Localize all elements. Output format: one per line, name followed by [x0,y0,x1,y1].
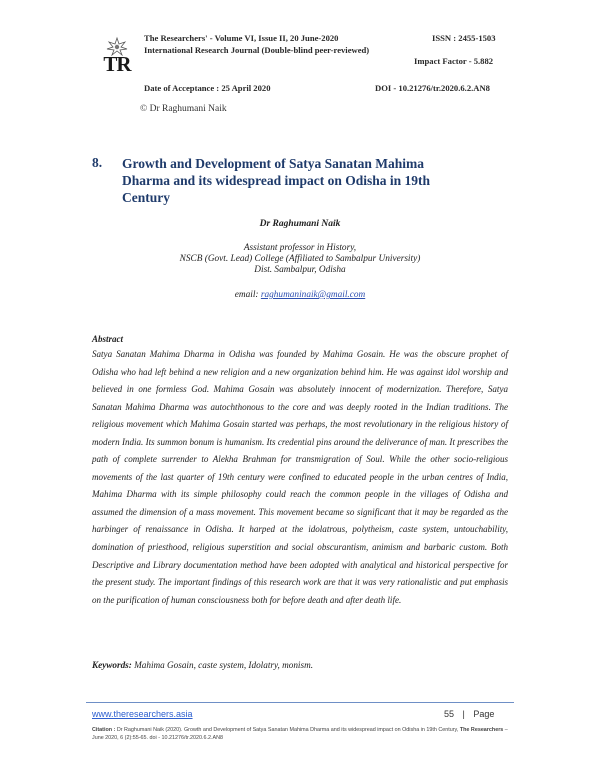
citation-tail: – June 2020, 6 (2):55-65. doi - 10.21276/tr.2020.6.2.AN8 [92,727,508,741]
affiliation-line-1: Assistant professor in History, [243,243,357,253]
keywords-list: Mahima Gosain, caste system, Idolatry, monism. [131,660,313,670]
impact-factor: Impact Factor - 5.882 [414,56,494,66]
website-link[interactable]: www.theresearchers.asia [92,709,193,719]
affiliation-line-2: NSCB (Govt. Lead) College (Affiliated to Sambalpur University) [179,254,421,264]
email-label: email: [234,290,261,300]
citation [92,726,510,742]
issn: ISSN : 2455-1503 [432,33,496,43]
affiliation-line-3: Dist. Sambalpur, Odisha [254,265,346,275]
citation-text: Dr Raghumani Naik (2020). Growth and Development of Satya Sanatan Mahima Dharma and its widespread impact on Odisha in 19th Century, [115,727,460,733]
keywords-line [92,660,313,670]
author-name: Dr Raghumani Naik [259,219,341,229]
email-line [0,290,600,300]
journal-type-line: International Research Journal (Double-blind peer-reviewed) [144,45,370,55]
logo-text: TR [103,52,131,76]
citation-label: Citation : [92,727,116,733]
date-of-acceptance: Date of Acceptance : 25 April 2020 [144,83,271,93]
abstract-body: Satya Sanatan Mahima Dharma in Odisha was founded by Mahima Gosain. He was the obscure prophet of Odisha who had left behind a new religion and a new organization behind him. He was against idol worship and believed in one formless God. Mahima Gosain was absolutely innocent of modernization. Therefore, Satya Sanatan Mahima Dharma was autochthonous to the core and was deeply rooted in the Indian traditions. The religious movement which Mahima Gosain started was perhaps, the most revolutionary in the religious history of modern India. Its summon bonum is humanism. Its credential pins around the deliverance of man. It prescribes the path of complete surrender to Alekha Brahman for transmigration of Soul. While the other socio-religious movements of the last quarter of 19th century were confined to educated people in the urban centres of India, Mahima Dharma with its simple philosophy could reach the common people in the villages of Odisha and assumed the dimension of a mass movement. This movement became so significant that it may be regarded as the harbinger of renaissance in Odisha. It harped at the idolatrous, polytheism, caste system, untouchability, domination of priesthood, religious superstition and social obscurantism, animism and barbaric custom. Both Descriptive and Library documentation method have been adopted with analytical and historical perspective for the present study. The important findings of this research work are that it was very rationalistic and put emphasis on the purification of human consciousness both for before death and after death life. [92,349,508,605]
doi: DOI - 10.21276/tr.2020.6.2.AN8 [375,83,490,93]
copyright-line: © Dr Raghumani Naik [140,104,227,114]
journal-volume-line: The Researchers' - Volume VI, Issue II, 20 June-2020 [144,33,339,43]
keywords-label: Keywords: [92,660,132,670]
citation-journal: The Researchers [459,727,504,733]
email-link[interactable]: raghumaninaik@gmail.com [260,290,366,300]
footer-divider [86,702,514,703]
journal-logo [97,36,137,76]
abstract-heading: Abstract [92,334,124,344]
article-title: Growth and Development of Satya Sanatan Mahima Dharma and its widespread impact on Odisha in 19th Century [122,156,431,205]
page-number: 55 | Page [444,709,495,719]
article-number: 8. [92,155,103,170]
